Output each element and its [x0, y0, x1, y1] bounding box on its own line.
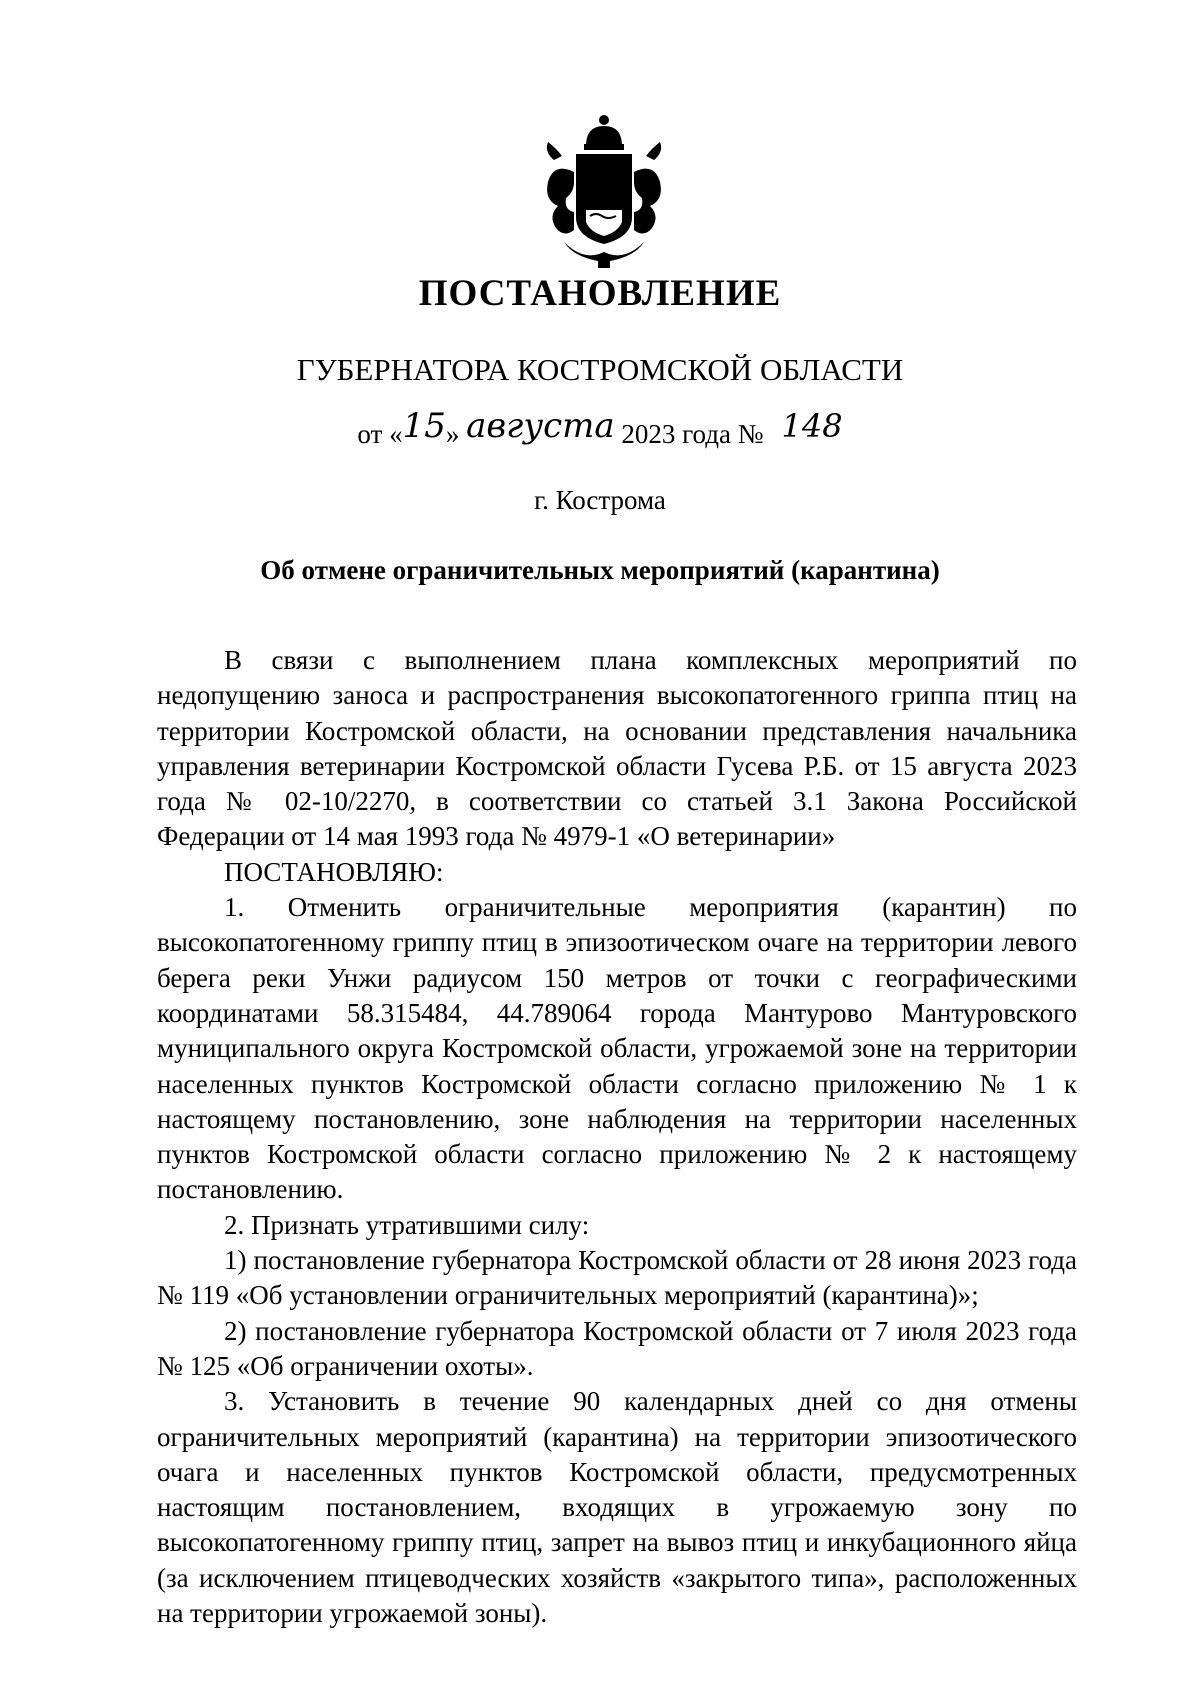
paragraph: 1. Отменить ограничительные мероприятия (карантин) по высокопатогенному гриппу птиц в эпизоотическом очаге на территории левого берега реки Унжи радиусом 150 метров от точки с географическими координатами 58.315484, 44.789064 города Мантурово Мантуровского муниципального округа Костромской области, угрожаемой зоне на территории населенных пунктов Костромской области согласно приложению № 1 к настоящему постановлению, зоне наблюдения на территории населенных пунктов Костромской области согласно приложению № 2 к настоящему постановлению. — [157, 892, 1077, 1205]
handwritten-month: августа — [466, 406, 615, 446]
handwritten-day: 15 — [402, 406, 446, 446]
date-mid: » — [445, 419, 460, 449]
coat-of-arms-icon — [534, 112, 674, 272]
date-year: 2023 года № — [621, 419, 764, 449]
paragraph: 1) постановление губернатора Костромской области от 28 июня 2023 года № 119 «Об установлении ограничительных мероприятий (карантина)»; — [157, 1245, 1077, 1311]
city-line: г. Кострома — [534, 485, 666, 515]
date-line — [0, 406, 1200, 452]
paragraph: ПОСТАНОВЛЯЮ: — [224, 856, 444, 887]
paragraph: 3. Установить в течение 90 календарных дней со дня отмены ограничительных мероприятий (карантина) на территории эпизоотического очага и населенных пунктов Костромской области, предусмотренных настоящим постановлением, входящих в угрожаемую зону по высокопатогенному гриппу птиц, запрет на вывоз птиц и инкубационного яйца (за исключением птицеводческих хозяйств «закрытого типа», расположенных на территории угрожаемой зоны). — [157, 1386, 1077, 1629]
paragraph: В связи с выполнением плана комплексных мероприятий по недопущению заноса и распространения высокопатогенного гриппа птиц на территории Костромской области, на основании представления начальника управления ветеринарии Костромской области Гусева Р.Б. от 15 августа 2023 года № 02-10/2270, в соответствии со статьей 3.1 Закона Российской Федерации от 14 мая 1993 года № 4979-1 «О ветеринарии» — [157, 645, 1077, 852]
document-heading: Об отмене ограничительных мероприятий (карантина) — [260, 555, 940, 585]
issuer-title: ГУБЕРНАТОРА КОСТРОМСКОЙ ОБЛАСТИ — [296, 352, 904, 387]
paragraph: 2. Признать утратившими силу: — [224, 1209, 590, 1240]
paragraph: 2) постановление губернатора Костромской области от 7 июля 2023 года № 125 «Об ограничении охоты». — [157, 1315, 1077, 1381]
date-prefix: от « — [357, 419, 403, 449]
document-body — [157, 643, 1077, 1631]
document-title: ПОСТАНОВЛЕНИЕ — [418, 273, 782, 314]
handwritten-number: 148 — [781, 407, 843, 445]
